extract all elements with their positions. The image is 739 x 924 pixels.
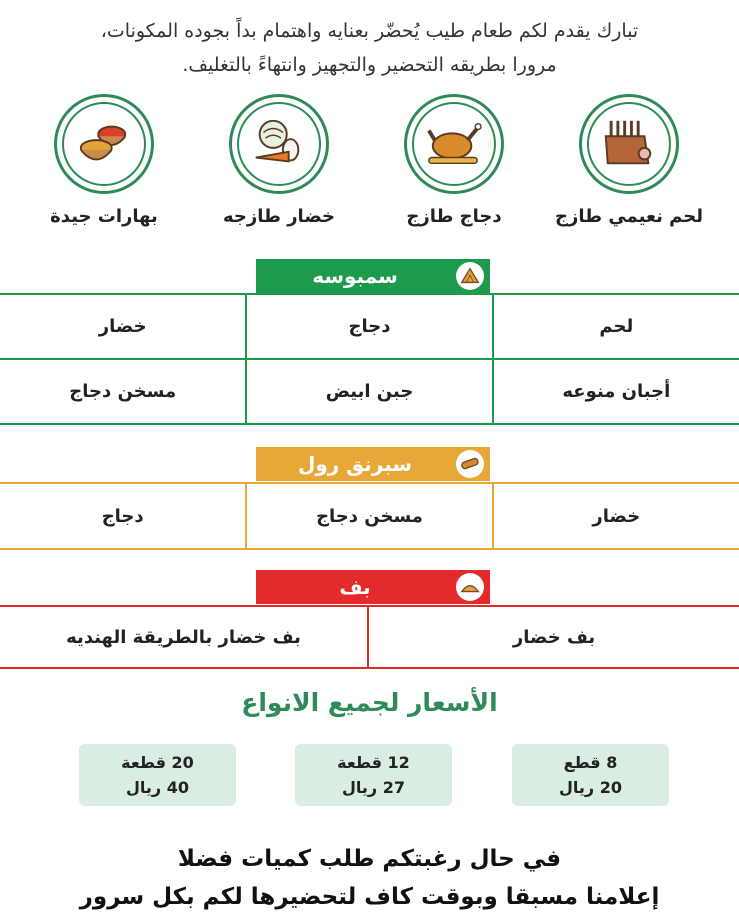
sambosa-item: جبن ابيض: [246, 359, 492, 423]
puff-item: بف خضار: [368, 607, 739, 667]
sambosa-header: [256, 259, 490, 293]
footer-line-1: في حال رغبتكم طلب كميات فضلا: [177, 846, 562, 872]
spring-roll-grid: [0, 482, 739, 550]
price-amount: 27 ريال: [342, 778, 405, 797]
price-amount: 40 ريال: [126, 778, 189, 797]
feature-label: خضار طازجه: [222, 206, 336, 227]
spring-roll-title: سبرنق رول: [297, 452, 413, 476]
feature-label: لحم نعيمي طازج: [555, 206, 703, 227]
price-card: [295, 744, 452, 806]
price-quantity: 20 قطعة: [121, 753, 194, 772]
feature-good-spices: [24, 94, 184, 227]
footer-note: [0, 840, 739, 916]
sambosa-title: سمبوسه: [312, 264, 398, 288]
vegetables-icon: [229, 94, 329, 194]
puff-grid: [0, 605, 739, 669]
samosa-icon: [456, 262, 484, 290]
puff-item: بف خضار بالطريقة الهنديه: [66, 626, 301, 648]
spring-roll-item: دجاج: [101, 505, 144, 527]
intro-line-2: مرورا بطريقه التحضير والتجهيز وانتهاءً بالتغليف.: [182, 54, 557, 76]
intro-line-1: تبارك يقدم لكم طعام طيب يُحضّر بعنايه واهتمام بداً بجوده المكونات،: [100, 20, 639, 42]
lamb-rack-icon: [579, 94, 679, 194]
puff-header: [256, 570, 490, 604]
footer-line-2: إعلامنا مسبقا وبوقت كاف لتحضيرها لكم بكل سرور: [79, 884, 660, 910]
sambosa-item: دجاج: [246, 295, 492, 359]
sambosa-item: خضار: [98, 316, 147, 337]
spring-roll-item: خضار: [493, 484, 739, 548]
price-quantity: 8 قطع: [563, 753, 618, 772]
sambosa-grid: [0, 293, 739, 425]
spring-roll-icon: [456, 450, 484, 478]
price-quantity: 12 قطعة: [337, 753, 410, 772]
puff-pastry-icon: [456, 573, 484, 601]
spring-roll-item: مسخن دجاج: [246, 484, 492, 548]
price-card: [79, 744, 236, 806]
price-card: [512, 744, 669, 806]
sambosa-item: لحم: [493, 295, 739, 359]
feature-fresh-chicken: [374, 94, 534, 227]
spice-bowls-icon: [54, 94, 154, 194]
sambosa-item: أجبان منوعه: [493, 359, 739, 423]
features-row: [0, 94, 739, 234]
intro-text: [20, 14, 719, 82]
roast-chicken-icon: [404, 94, 504, 194]
price-amount: 20 ريال: [559, 778, 622, 797]
feature-label: بهارات جيدة: [50, 206, 158, 227]
feature-label: دجاج طازج: [406, 206, 502, 227]
spring-roll-header: [256, 447, 490, 481]
feature-fresh-lamb: [549, 94, 709, 227]
feature-fresh-vegetables: [199, 94, 359, 227]
prices-title: الأسعار لجميع الانواع: [241, 688, 498, 717]
puff-title: بف: [339, 575, 371, 599]
sambosa-item: مسخن دجاج: [69, 381, 177, 402]
